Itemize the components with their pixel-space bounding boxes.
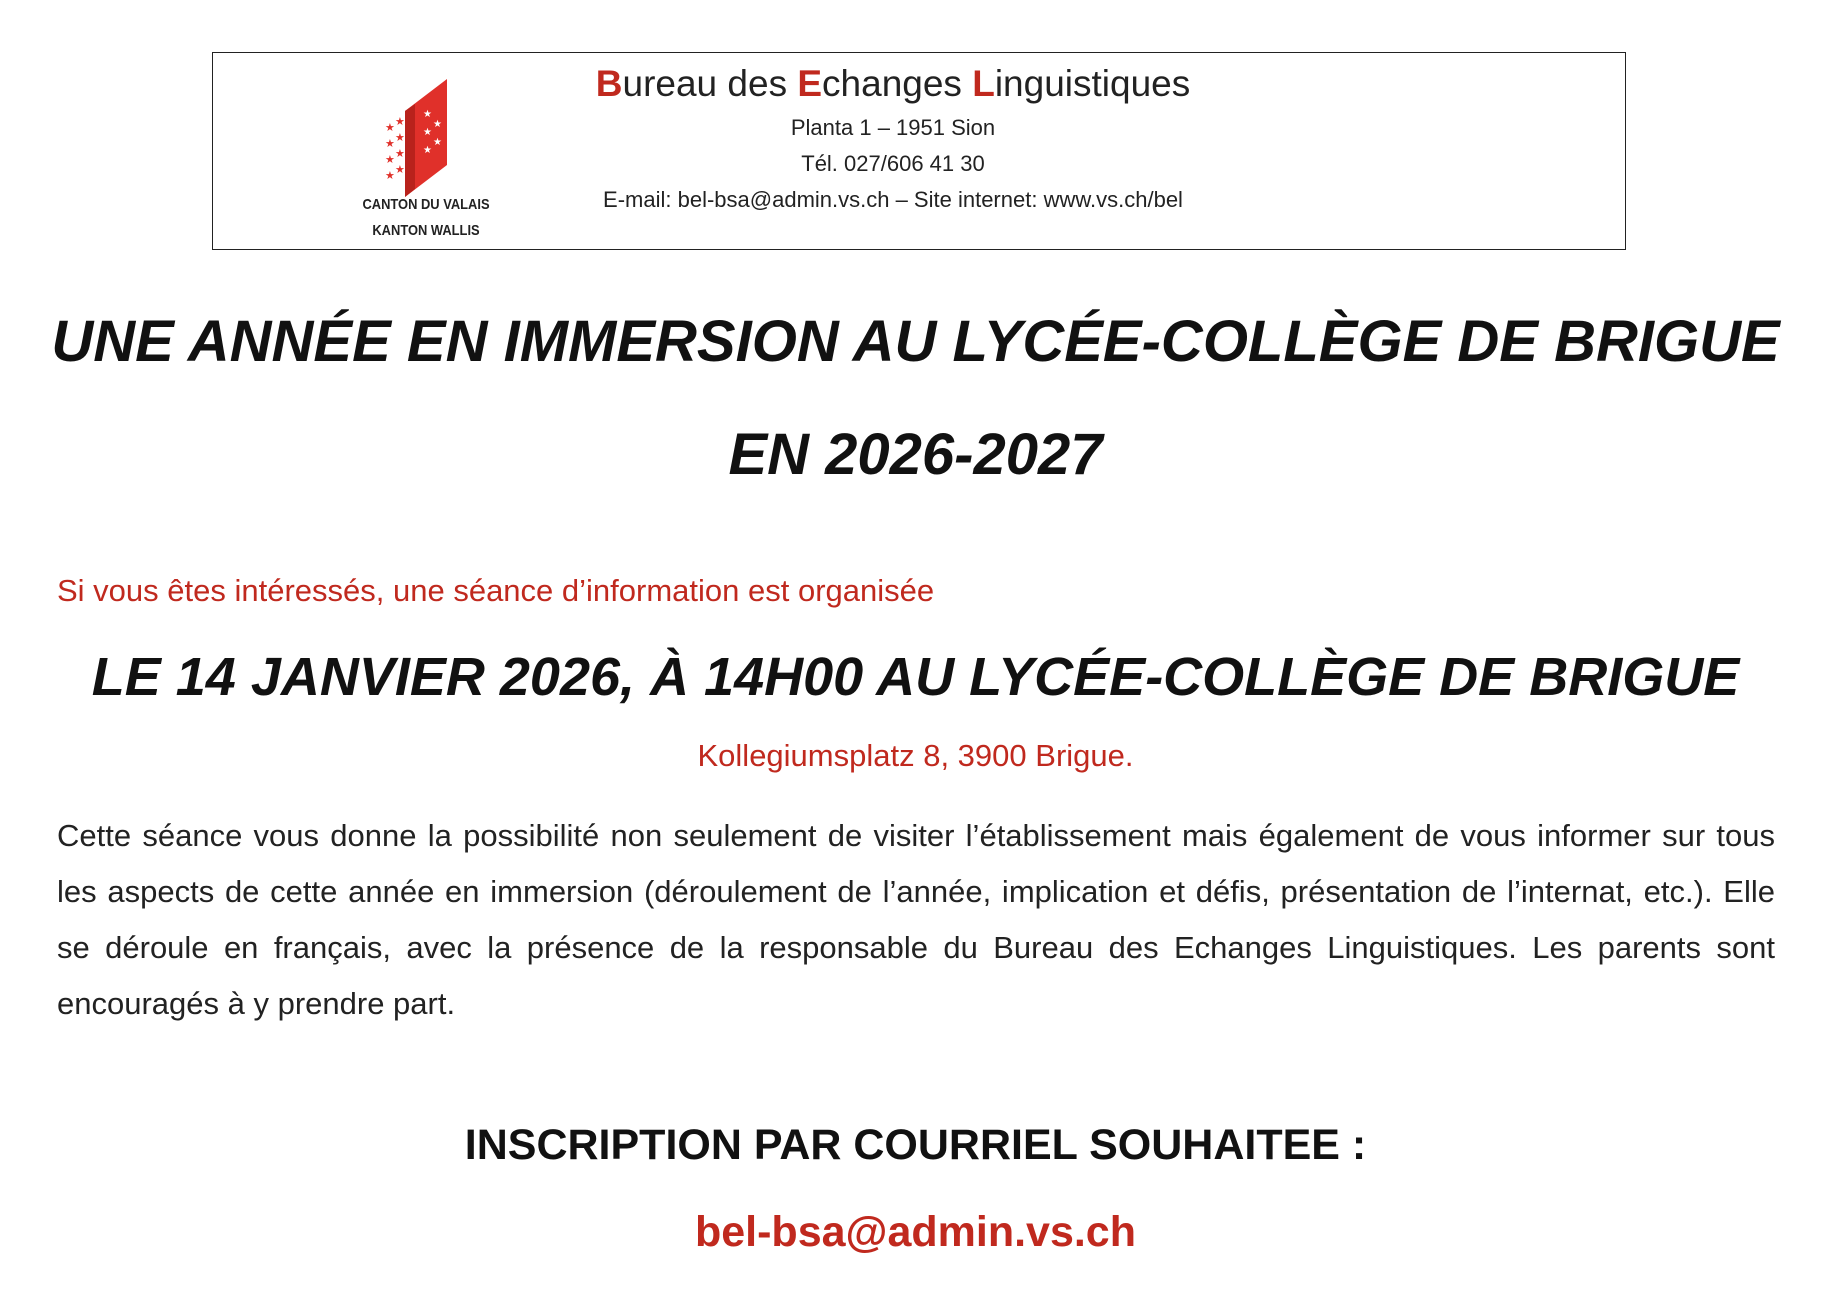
letterhead	[212, 52, 1626, 250]
svg-text:★: ★	[433, 119, 442, 130]
page-title-line-2: EN 2026-2027	[728, 422, 1103, 487]
canton-logo	[345, 67, 505, 237]
page-title-line-1: UNE ANNÉE EN IMMERSION AU LYCÉE-COLLÈGE DE BRIGUE	[51, 309, 1780, 374]
org-phone: Tél. 027/606 41 30	[801, 151, 985, 176]
logo-text-fr: CANTON DU VALAIS	[362, 196, 490, 213]
event-address: Kollegiumsplatz 8, 3900 Brigue.	[697, 738, 1134, 773]
svg-text:★: ★	[395, 115, 405, 128]
org-address: Planta 1 – 1951 Sion	[790, 115, 996, 140]
event-date-heading: LE 14 JANVIER 2026, À 14H00 AU LYCÉE-COLLÈGE DE BRIGUE	[91, 647, 1740, 707]
contact-email: bel-bsa@admin.vs.ch	[694, 1208, 1136, 1256]
org-title: Bureau des Echanges Linguistiques	[595, 63, 1191, 104]
svg-text:★: ★	[423, 109, 432, 120]
svg-text:★: ★	[385, 153, 395, 166]
org-info	[543, 63, 1243, 213]
svg-text:★: ★	[395, 147, 405, 160]
svg-text:★: ★	[385, 137, 395, 150]
svg-text:★: ★	[433, 137, 442, 148]
intro-text: Si vous êtes intéressés, une séance d’information est organisée	[57, 573, 935, 608]
svg-text:★: ★	[423, 127, 432, 138]
svg-text:★: ★	[395, 163, 405, 176]
svg-text:★: ★	[395, 131, 405, 144]
org-contact: E-mail: bel-bsa@admin.vs.ch – Site internet: www.vs.ch/bel	[603, 187, 1183, 212]
svg-text:★: ★	[385, 121, 395, 134]
valais-coat-of-arms-icon	[345, 67, 505, 197]
description-paragraph: Cette séance vous donne la possibilité non seulement de visiter l’établissement mais également de vous informer sur tous les aspects de cette année en immersion (déroulement de l’année, implication et défis, présentation de l’internat, etc.). Elle se déroule en français, avec la présence de la responsable du Bureau des Echanges Linguistiques. Les parents sont encouragés à y prendre part.	[57, 818, 1775, 1021]
inscription-heading: INSCRIPTION PAR COURRIEL SOUHAITEE :	[464, 1121, 1367, 1169]
svg-text:★: ★	[385, 169, 395, 182]
logo-text-de: KANTON WALLIS	[372, 222, 480, 239]
svg-text:★: ★	[423, 145, 432, 156]
